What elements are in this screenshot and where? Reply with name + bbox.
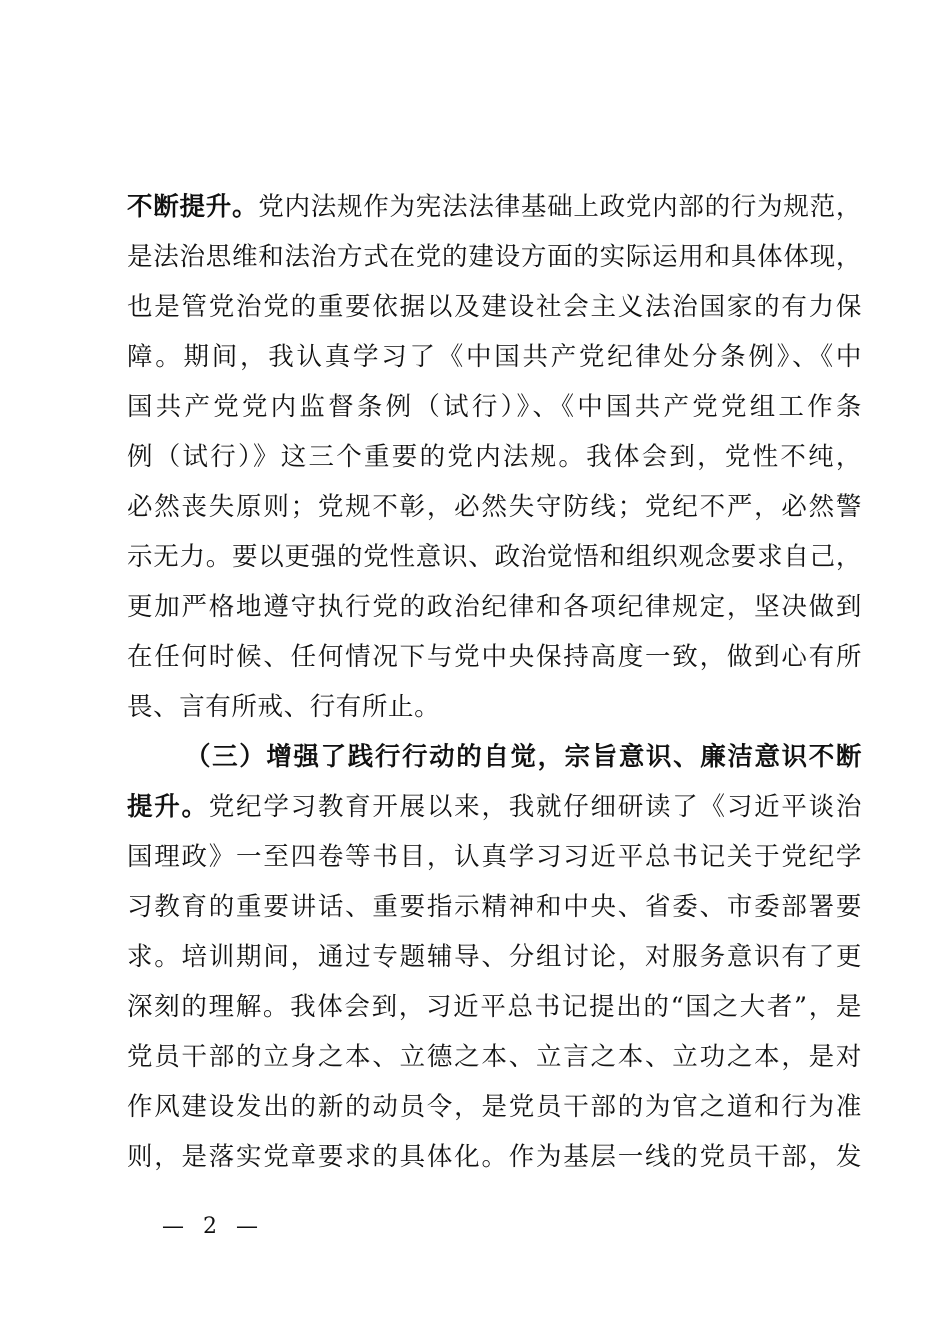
paragraph2-line-8: 作风建设发出的新的动员令，是党员干部的为官之道和行为准 (127, 1092, 862, 1122)
page-number: — 2 — (162, 1214, 264, 1239)
paragraph2-line-3: 国理政》一至四卷等书目，认真学习习近平总书记关于党纪学 (127, 842, 862, 872)
paragraph2-line-6: 深刻的理解。我体会到，习近平总书记提出的“国之大者”，是 (127, 992, 862, 1022)
paragraph1-line-10: 在任何时候、任何情况下与党中央保持高度一致，做到心有所 (127, 642, 862, 672)
section-heading-3-end: 提升。 (127, 792, 209, 822)
paragraph1-line-8: 示无力。要以更强的党性意识、政治觉悟和组织观念要求自己， (127, 542, 862, 572)
paragraph1-line-11: 畏、言有所戒、行有所止。 (127, 692, 441, 722)
paragraph1-line-6: 例（试行）》这三个重要的党内法规。我体会到，党性不纯， (127, 442, 862, 472)
paragraph2-line-9: 则，是落实党章要求的具体化。作为基层一线的党员干部，发 (127, 1142, 862, 1172)
paragraph1-line-4: 障。期间，我认真学习了《中国共产党纪律处分条例》、《中 (127, 342, 862, 372)
paragraph1-line-7: 必然丧失原则；党规不彰，必然失守防线；党纪不严，必然警 (127, 492, 862, 522)
paragraph1-line-9: 更加严格地遵守执行党的政治纪律和各项纪律规定，坚决做到 (127, 592, 862, 622)
document-body (127, 182, 862, 1182)
paragraph2-line-2 (127, 782, 862, 832)
paragraph2-line-7: 党员干部的立身之本、立德之本、立言之本、立功之本，是对 (127, 1042, 862, 1072)
paragraph1-bold-lead: 不断提升。 (127, 192, 259, 222)
paragraph2-line-5: 求。培训期间，通过专题辅导、分组讨论，对服务意识有了更 (127, 942, 862, 972)
paragraph2-line-4: 习教育的重要讲话、重要指示精神和中央、省委、市委部署要 (127, 892, 862, 922)
section-heading-3: （三）增强了践行行动的自觉，宗旨意识、廉洁意识不断 (185, 742, 862, 772)
paragraph1-line-3: 也是管党治党的重要依据以及建设社会主义法治国家的有力保 (127, 292, 862, 322)
paragraph1-line-1-text: 党内法规作为宪法法律基础上政党内部的行为规范， (258, 192, 862, 222)
paragraph2-line-2-text: 党纪学习教育开展以来，我就仔细研读了《习近平谈治 (208, 792, 862, 822)
paragraph1-line-2: 是法治思维和法治方式在党的建设方面的实际运用和具体体现， (127, 242, 862, 272)
paragraph1-line-5: 国共产党党内监督条例（试行）》、《中国共产党党组工作条 (127, 392, 862, 422)
paragraph1-line-1 (127, 182, 862, 232)
